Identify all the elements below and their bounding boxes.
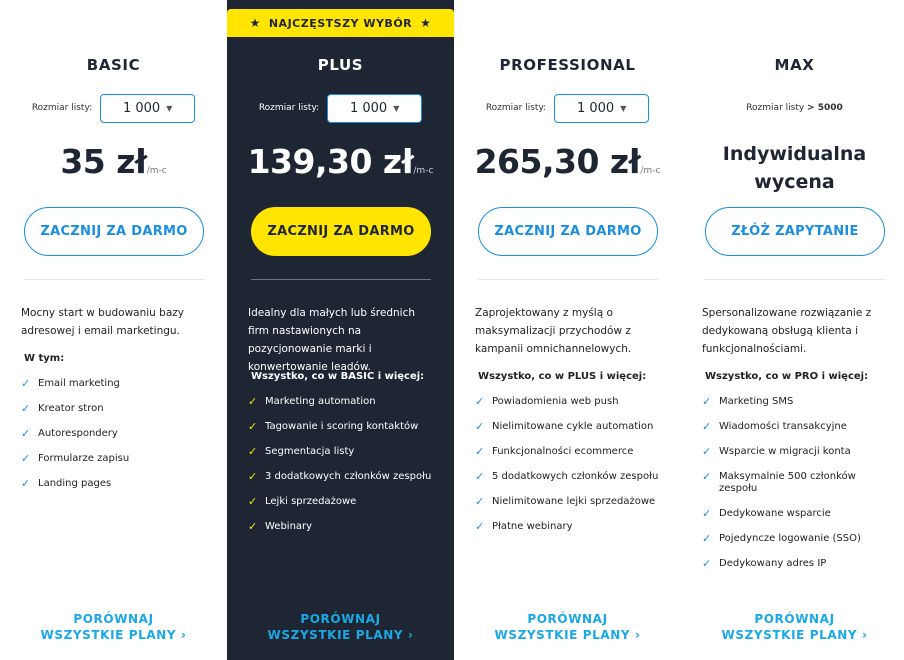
list-item — [702, 421, 902, 433]
list-item — [702, 471, 872, 495]
check-icon: ✓ — [248, 495, 258, 508]
feature-label: Nielimitowane lejki sprzedażowe — [492, 496, 656, 507]
plan-professional — [454, 0, 681, 660]
plan-title: MAX — [774, 56, 815, 74]
start-free-button[interactable]: ZACZNIJ ZA DARMO — [24, 207, 204, 256]
check-icon: ✓ — [475, 395, 485, 408]
feature-label: Kreator stron — [38, 403, 104, 414]
list-size-select[interactable] — [554, 94, 649, 123]
check-icon: ✓ — [248, 420, 258, 433]
plan-description: Mocny start w budowaniu bazy adresowej i email marketingu. — [21, 307, 185, 337]
check-icon: ✓ — [702, 532, 712, 545]
price-period: /m-c — [146, 166, 167, 176]
divider — [24, 279, 204, 280]
check-icon: ✓ — [21, 452, 31, 465]
plan-title: PLUS — [317, 56, 364, 74]
plan-title: BASIC — [86, 56, 141, 74]
list-item — [702, 558, 902, 570]
list-item — [702, 533, 902, 545]
feature-label: Tagowanie i scoring kontaktów — [265, 421, 419, 432]
features-heading: Wszystko, co w PLUS i więcej: — [478, 371, 647, 382]
list-item — [475, 421, 675, 433]
feature-label: Dedykowane wsparcie — [719, 508, 831, 519]
chevron-down-icon: ▼ — [620, 103, 627, 113]
list-item — [248, 496, 448, 508]
list-size-value: 1 000 — [576, 100, 615, 116]
check-icon: ✓ — [248, 470, 258, 483]
feature-label: Dedykowany adres IP — [719, 558, 827, 569]
check-icon: ✓ — [702, 557, 712, 570]
features-list — [248, 396, 448, 546]
list-item — [702, 446, 902, 458]
feature-label: Webinary — [265, 521, 313, 532]
check-icon: ✓ — [475, 445, 485, 458]
check-icon: ✓ — [475, 520, 485, 533]
request-quote-button[interactable]: ZŁÓŻ ZAPYTANIE — [705, 207, 885, 256]
divider — [705, 279, 885, 280]
compare-plans-link[interactable]: PORÓWNAJ WSZYSTKIE PLANY › — [267, 612, 414, 642]
plan-title: PROFESSIONAL — [499, 56, 636, 74]
feature-label: Marketing automation — [265, 396, 376, 407]
price-period: /m-c — [413, 166, 434, 176]
feature-label: Maksymalnie 500 członków zespołu — [719, 471, 856, 494]
feature-label: Wsparcie w migracji konta — [719, 446, 851, 457]
check-icon: ✓ — [21, 427, 31, 440]
price-amount: 35 zł — [60, 142, 147, 181]
feature-label: Powiadomienia web push — [492, 396, 619, 407]
list-size-value: 1 000 — [349, 100, 388, 116]
price — [227, 142, 454, 181]
feature-label: 5 dodatkowych członków zespołu — [492, 471, 659, 482]
check-icon: ✓ — [702, 420, 712, 433]
price-amount: 265,30 zł — [474, 142, 641, 181]
list-size-label: Rozmiar listy: — [485, 103, 547, 113]
list-item — [21, 453, 221, 465]
check-icon: ✓ — [248, 395, 258, 408]
check-icon: ✓ — [21, 377, 31, 390]
check-icon: ✓ — [475, 495, 485, 508]
badge-label: NAJCZĘSTSZY WYBÓR — [268, 16, 413, 30]
feature-label: Autorespondery — [38, 428, 118, 439]
feature-label: Lejki sprzedażowe — [265, 496, 357, 507]
start-free-button[interactable]: ZACZNIJ ZA DARMO — [478, 207, 658, 256]
check-icon: ✓ — [248, 445, 258, 458]
list-item — [248, 446, 448, 458]
feature-label: Wiadomości transakcyjne — [719, 421, 847, 432]
feature-label: Segmentacja listy — [265, 446, 355, 457]
compare-plans-link[interactable]: PORÓWNAJ WSZYSTKIE PLANY › — [721, 612, 868, 642]
list-size-label — [746, 103, 843, 113]
list-item — [248, 421, 448, 433]
list-item — [702, 508, 902, 520]
check-icon: ✓ — [475, 420, 485, 433]
start-free-button[interactable]: ZACZNIJ ZA DARMO — [251, 207, 431, 256]
list-size-value: 1 000 — [122, 100, 161, 116]
list-item — [21, 378, 221, 390]
feature-label: Pojedyncze logowanie (SSO) — [719, 533, 861, 544]
check-icon: ✓ — [702, 395, 712, 408]
check-icon: ✓ — [702, 445, 712, 458]
plan-max — [681, 0, 904, 660]
list-item — [475, 396, 675, 408]
star-icon: ★ — [420, 16, 432, 30]
list-item — [21, 478, 221, 490]
most-popular-badge — [227, 9, 454, 37]
divider — [478, 279, 658, 280]
plan-plus — [227, 0, 454, 660]
price — [0, 142, 227, 181]
price-period: /m-c — [640, 166, 661, 176]
features-list — [702, 396, 902, 583]
list-item — [21, 403, 221, 415]
check-icon: ✓ — [702, 470, 712, 483]
compare-plans-link[interactable]: PORÓWNAJ WSZYSTKIE PLANY › — [40, 612, 187, 642]
check-icon: ✓ — [702, 507, 712, 520]
list-item — [248, 471, 448, 483]
feature-label: Funkcjonalności ecommerce — [492, 446, 634, 457]
check-icon: ✓ — [475, 470, 485, 483]
list-item — [248, 521, 448, 533]
features-list — [21, 378, 221, 503]
feature-label: Płatne webinary — [492, 521, 573, 532]
list-item — [248, 396, 448, 408]
plan-description: Idealny dla małych lub średnich firm nastawionych na pozycjonowanie marki i konwertowanie leadów. — [248, 307, 416, 373]
features-heading: Wszystko, co w PRO i więcej: — [705, 371, 869, 382]
check-icon: ✓ — [248, 520, 258, 533]
check-icon: ✓ — [21, 402, 31, 415]
feature-label: 3 dodatkowych członków zespołu — [265, 471, 432, 482]
list-item — [475, 446, 675, 458]
check-icon: ✓ — [21, 477, 31, 490]
list-size-row — [227, 93, 454, 123]
list-item — [21, 428, 221, 440]
list-item — [475, 496, 675, 508]
price-amount: 139,30 zł — [247, 142, 414, 181]
plan-description: Zaprojektowany z myślą o maksymalizacji przychodów z kampanii omnichannelowych. — [475, 307, 632, 355]
compare-plans-link[interactable]: PORÓWNAJ WSZYSTKIE PLANY › — [494, 612, 641, 642]
features-heading: Wszystko, co w BASIC i więcej: — [251, 371, 425, 382]
list-size-select[interactable] — [100, 94, 195, 123]
list-size-label-text: Rozmiar listy — [746, 103, 805, 113]
list-size-row — [0, 93, 227, 123]
price — [454, 142, 681, 181]
plan-basic — [0, 0, 227, 660]
chevron-down-icon: ▼ — [393, 103, 400, 113]
list-item — [475, 521, 675, 533]
features-heading: W tym: — [24, 353, 65, 364]
list-item — [475, 471, 675, 483]
feature-label: Nielimitowane cykle automation — [492, 421, 654, 432]
list-size-label: Rozmiar listy: — [31, 103, 93, 113]
list-size-row — [454, 93, 681, 123]
list-size-value: > 5000 — [807, 103, 843, 113]
custom-pricing: Indywidualna wycena — [722, 143, 867, 193]
feature-label: Marketing SMS — [719, 396, 794, 407]
divider — [251, 279, 431, 280]
features-list — [475, 396, 675, 546]
star-icon: ★ — [249, 16, 261, 30]
feature-label: Formularze zapisu — [38, 453, 130, 464]
list-size-label: Rozmiar listy: — [258, 103, 320, 113]
plan-description: Spersonalizowane rozwiązanie z dedykowaną obsługą klienta i funkcjonalnościami. — [702, 307, 872, 355]
feature-label: Email marketing — [38, 378, 120, 389]
chevron-down-icon: ▼ — [166, 103, 173, 113]
list-size-row — [681, 93, 904, 123]
list-item — [702, 396, 902, 408]
list-size-select[interactable] — [327, 94, 422, 123]
feature-label: Landing pages — [38, 478, 112, 489]
